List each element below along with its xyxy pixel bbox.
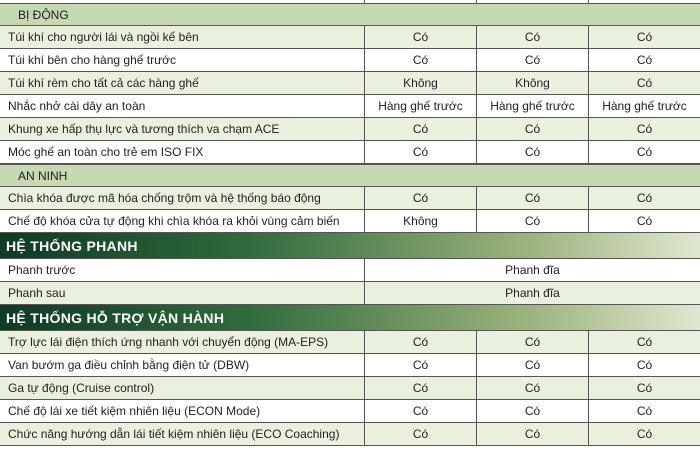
feature-cell: Chìa khóa được mã hóa chống trộm và hệ thống báo động: [8, 191, 321, 205]
value-cell: Có: [364, 400, 476, 422]
feature-cell: Nhắc nhở cài dây an toàn: [8, 99, 146, 113]
value-cell: Có: [476, 49, 588, 71]
value-cell: Có: [476, 377, 588, 399]
value-cell: Có: [476, 187, 588, 209]
feature-cell: Chế độ lái xe tiết kiệm nhiên liệu (ECON Mode): [8, 404, 261, 418]
value-cell: Có: [364, 26, 476, 48]
feature-cell: Phanh sau: [8, 286, 66, 300]
value-cell: Có: [476, 26, 588, 48]
value-cell: Có: [588, 72, 700, 94]
section-heading-driving-assist: HỆ THỐNG HỖ TRỢ VẬN HÀNH: [0, 305, 700, 331]
value-cell: Có: [364, 354, 476, 376]
table-row: [0, 354, 700, 377]
value-cell: Có: [588, 210, 700, 232]
value-cell: Phanh đĩa: [364, 259, 700, 281]
feature-cell: Van bướm ga điều chỉnh bằng điện tử (DBW): [8, 358, 250, 372]
value-cell: Không: [476, 72, 588, 94]
section-heading-brake-system: HỆ THỐNG PHANH: [0, 233, 700, 259]
table-row: [0, 118, 700, 141]
value-cell: Có: [588, 400, 700, 422]
value-cell: Hàng ghế trước: [476, 95, 588, 117]
value-cell: Có: [476, 423, 588, 445]
value-cell: Có: [364, 118, 476, 140]
value-cell: Hàng ghế trước: [364, 95, 476, 117]
value-cell: Có: [588, 187, 700, 209]
value-cell: Có: [364, 187, 476, 209]
value-cell: Có: [588, 331, 700, 353]
feature-cell: Túi khí rèm cho tất cả các hàng ghế: [8, 76, 199, 90]
value-cell: Không: [364, 72, 476, 94]
table-row: [0, 187, 700, 210]
feature-cell: Ga tự động (Cruise control): [8, 381, 155, 395]
feature-cell: Túi khí bên cho hàng ghế trước: [8, 53, 176, 67]
value-cell: Có: [476, 118, 588, 140]
value-cell: Có: [364, 49, 476, 71]
feature-cell: Móc ghế an toàn cho trẻ em ISO FIX: [8, 145, 204, 159]
table-row: [0, 49, 700, 72]
subsection-heading-security: AN NINH: [0, 164, 700, 187]
value-cell: Có: [364, 331, 476, 353]
value-cell: Có: [476, 400, 588, 422]
feature-cell: Chức năng hướng dẫn lái tiết kiệm nhiên liệu (ECO Coaching): [8, 427, 340, 441]
value-cell: Có: [588, 141, 700, 163]
table-row: [0, 423, 700, 446]
table-row: [0, 400, 700, 423]
subsection-heading-passive-safety: BỊ ĐỘNG: [0, 3, 700, 26]
value-cell: Có: [364, 423, 476, 445]
table-row: [0, 210, 700, 233]
value-cell: Có: [476, 141, 588, 163]
value-cell: Có: [476, 210, 588, 232]
table-top-edge: [0, 0, 700, 3]
value-cell: Có: [364, 377, 476, 399]
feature-cell: Chế độ khóa cửa tự động khi chìa khóa ra khỏi vùng cảm biến: [8, 214, 340, 228]
value-cell: Có: [588, 423, 700, 445]
table-row: [0, 331, 700, 354]
table-row: [0, 282, 700, 305]
value-cell: Hàng ghế trước: [588, 95, 700, 117]
table-row: [0, 141, 700, 164]
table-row: [0, 72, 700, 95]
table-row: [0, 26, 700, 49]
value-cell: Có: [476, 354, 588, 376]
table-row: [0, 259, 700, 282]
value-cell: Không: [364, 210, 476, 232]
table-row: [0, 95, 700, 118]
value-cell: Phanh đĩa: [364, 282, 700, 304]
value-cell: Có: [588, 49, 700, 71]
feature-cell: Phanh trước: [8, 263, 76, 277]
feature-cell: Túi khí cho người lái và ngồi kế bên: [8, 30, 199, 44]
value-cell: Có: [364, 141, 476, 163]
value-cell: Có: [476, 331, 588, 353]
feature-cell: Khung xe hấp thụ lực và tương thích va chạm ACE: [8, 122, 280, 136]
feature-cell: Trợ lực lái điện thích ứng nhanh với chuyển động (MA-EPS): [8, 335, 329, 349]
value-cell: Có: [588, 377, 700, 399]
value-cell: Có: [588, 118, 700, 140]
value-cell: Có: [588, 354, 700, 376]
value-cell: Có: [588, 26, 700, 48]
table-row: [0, 377, 700, 400]
